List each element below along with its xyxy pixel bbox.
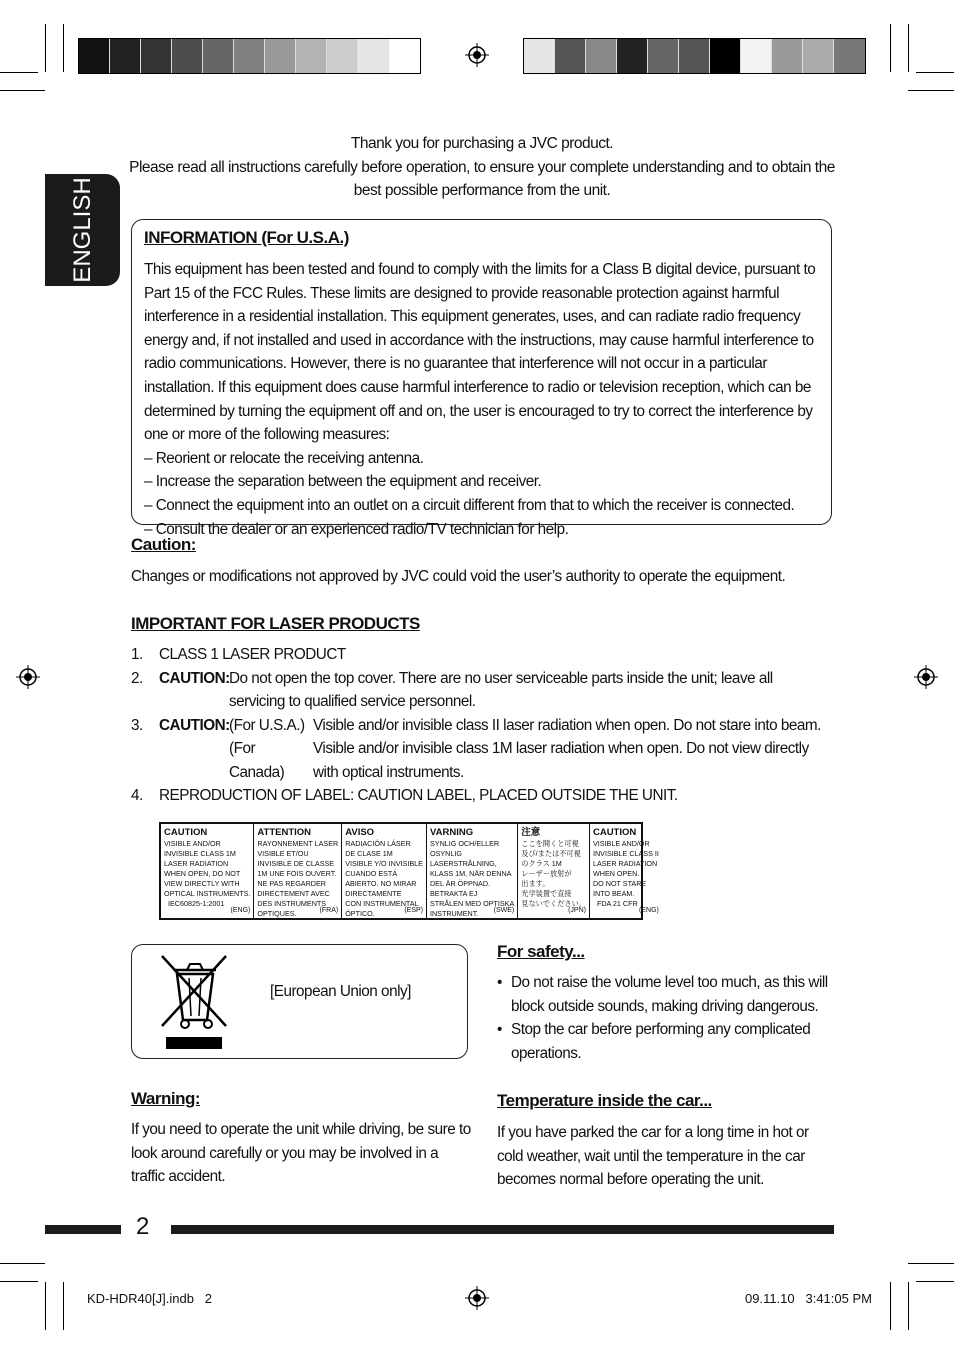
crop-mark [0, 1281, 38, 1282]
color-swatch [327, 39, 358, 73]
safety-heading: For safety... [497, 942, 585, 961]
color-calibration-bar-right [523, 38, 866, 74]
crop-mark [908, 1282, 909, 1330]
crop-mark [890, 1282, 891, 1330]
information-paragraph: This equipment has been tested and found to comply with the limits for a Class B digital device, pursuant to Part 15 of the FCC Rules. These limits are designed to provide reasonable protection against harmful interference in a residential installation. This equipment generates, uses, and can radiate radio frequency energy and, if not installed and used in accordance with the instructions, may cause harmful interference to radio communications. However, there is no guarantee that interference will not occur in a particular installation. If this equipment does cause harmful interference to radio or television reception, which can be determined by turning the equipment off and on, the user is encouraged to try to correct the interference by one or more of the following measures: [144, 261, 816, 444]
laser-list [131, 643, 831, 808]
measure-item: – Increase the separation between the equipment and receiver. [144, 473, 542, 491]
color-swatch [358, 39, 389, 73]
crop-mark [63, 1282, 64, 1330]
color-swatch [203, 39, 234, 73]
list-item [131, 784, 831, 808]
label-cell-text: SYNLIG OCH/ELLER OSYNLIG LASERSTRÅLNING, KLASS 1M, NÄR DENNA DEL ÄR ÖPPNAD. BETRAKTA EJ STRÅLEN MED OPTISKA INSTRUMENT. [429, 839, 515, 918]
label-cell-language: (SWE) [493, 907, 515, 914]
label-cell-heading: VARNING [429, 827, 474, 838]
list-number: 4. [131, 787, 143, 804]
temperature-heading: Temperature inside the car... [497, 1091, 712, 1110]
list-subitems [229, 714, 831, 785]
footer-datetime-text: 09.11.10 3:41:05 PM [745, 1291, 872, 1306]
intro [125, 132, 839, 203]
color-swatch [524, 39, 555, 73]
warning-heading: Warning: [131, 1089, 201, 1108]
label-cell-heading: CAUTION [592, 827, 637, 838]
label-cell-heading: CAUTION [164, 827, 208, 838]
crop-mark [916, 1281, 954, 1282]
label-cell-language: (ENG) [639, 907, 659, 914]
color-swatch [555, 39, 586, 73]
caution-label: CAUTION: [159, 716, 230, 734]
caution-label: CAUTION: [159, 669, 230, 687]
language-tab [45, 174, 120, 286]
color-swatch [710, 39, 741, 73]
sub-item-label: (For Canada) [229, 740, 285, 781]
crop-mark [45, 1282, 46, 1330]
list-text: CLASS 1 LASER PRODUCT [159, 646, 346, 663]
intro-line: Please read all instructions carefully before operation, to ensure your complete understanding and to obtain the best possible performance from the unit. [129, 158, 835, 199]
label-cell [161, 824, 254, 918]
label-cell-language: (FRA) [319, 907, 339, 914]
list-item [131, 667, 831, 714]
crop-mark [0, 72, 38, 73]
label-cell-language: (JPN) [568, 907, 586, 914]
registration-mark-icon [465, 43, 489, 67]
caution-heading: Caution: [131, 535, 196, 554]
color-swatch [741, 39, 772, 73]
information-body [144, 258, 828, 541]
footer-file [87, 1291, 212, 1306]
intro-line: Thank you for purchasing a JVC product. [350, 135, 614, 152]
color-swatch [389, 39, 420, 73]
label-cell-text: ここを開くと可視 及び/または不可視 のクラス 1M レーザー放射が 出ます。 光学装置で直接 見ないでください。 [521, 839, 586, 908]
list-text: REPRODUCTION OF LABEL: CAUTION LABEL, PLACED OUTSIDE THE UNIT. [159, 787, 678, 804]
list-number: 3. [131, 716, 143, 734]
label-cell-heading: 注意 [521, 827, 541, 838]
list-item [131, 643, 831, 667]
registration-mark-icon [465, 1286, 489, 1310]
caution-text: Changes or modifications not approved by JVC could void the user’s authority to operate the equipment. [131, 568, 786, 585]
crossed-out-bin-icon [160, 954, 230, 1052]
color-swatch [110, 39, 141, 73]
label-cell-text: RAYONNEMENT LASER VISIBLE ET/OU INVISIBLE DE CLASSE 1M UNE FOIS OUVERT. NE PAS REGARDER DIRECTEMENT AVEC DES INSTRUMENTS OPTIQUES. [257, 839, 339, 918]
warning-text: If you need to operate the unit while driving, be sure to look around carefully or you may be involved in a traffic accident. [131, 1121, 471, 1185]
safety-item: • Stop the car before performing any complicated operations. [497, 1018, 837, 1065]
label-cell-language: (ENG) [230, 907, 251, 914]
crop-mark [916, 72, 954, 73]
list-number: 2. [131, 669, 143, 687]
color-swatch [79, 39, 110, 73]
page-bar-left [45, 1225, 121, 1234]
registration-mark-icon [16, 665, 40, 689]
footer-file-text: KD-HDR40[J].indb 2 [87, 1291, 212, 1306]
color-swatch [265, 39, 296, 73]
laser-heading: IMPORTANT FOR LASER PRODUCTS [131, 614, 420, 633]
color-swatch [296, 39, 327, 73]
label-cell-text: VISIBLE AND/OR INVISIBLE CLASS 1M LASER RADIATION WHEN OPEN, DO NOT VIEW DIRECTLY WITH OPTICAL INSTRUMENTS. IEC60825-1:2001 [164, 839, 251, 908]
safety-list [497, 971, 837, 1065]
label-cell [342, 824, 427, 918]
measure-item: – Consult the dealer or an experienced radio/TV technician for help. [144, 520, 569, 538]
list-number: 1. [131, 646, 143, 663]
label-cell-text: VISIBLE AND/OR INVISIBLE CLASS II LASER RADIATION WHEN OPEN. DO NOT STARE INTO BEAM. FDA 21 CFR [592, 839, 659, 908]
color-calibration-bar-left [78, 38, 421, 74]
crop-mark [890, 24, 891, 72]
measure-item: – Connect the equipment into an outlet on a circuit different from that to which the receiver is connected. [144, 496, 795, 514]
crop-mark [908, 24, 909, 72]
label-cell-heading: AVISO [345, 827, 375, 838]
crop-mark [908, 1263, 954, 1264]
footer-datetime [745, 1291, 872, 1306]
label-cell-language: (ESP) [404, 907, 423, 914]
temperature-text: If you have parked the car for a long time in hot or cold weather, wait until the temperature in the car becomes normal before operating the unit. [497, 1124, 809, 1188]
label-cell-heading: ATTENTION [257, 827, 312, 838]
label-cell-text: RADIACIÓN LÁSER DE CLASE 1M VISIBLE Y/O INVISIBLE CUANDO ESTÁ ABIERTO. NO MIRAR DIRECTAMENTE CON INSTRUMENTAL ÓPTICO. [345, 839, 423, 918]
measure-item: – Reorient or relocate the receiving antenna. [144, 449, 424, 467]
sub-item-label: (For U.S.A.) [229, 716, 305, 734]
crop-mark [908, 90, 954, 91]
laser-caution-label [159, 822, 659, 920]
sub-item [229, 737, 831, 784]
color-swatch [586, 39, 617, 73]
page-number: 2 [136, 1213, 149, 1240]
color-swatch [141, 39, 172, 73]
color-swatch [617, 39, 648, 73]
sub-item-text: Visible and/or invisible class II laser radiation when open. Do not stare into beam. [313, 716, 821, 734]
sub-item-text: Visible and/or invisible class 1M laser radiation when open. Do not view directly with optical instruments. [313, 740, 809, 781]
crop-mark [45, 24, 46, 72]
crop-mark [0, 1263, 45, 1264]
color-swatch [803, 39, 834, 73]
crop-mark [63, 24, 64, 72]
list-item [131, 714, 831, 785]
sub-item [229, 714, 831, 738]
list-text: Do not open the top cover. There are no user serviceable parts inside the unit; leave all servicing to qualified service personnel. [229, 669, 773, 710]
label-cell [427, 824, 518, 918]
label-cell [254, 824, 342, 918]
eu-only-text: [European Union only] [270, 983, 411, 1000]
page-bar-right [171, 1225, 834, 1234]
color-swatch [834, 39, 865, 73]
registration-mark-icon [914, 665, 938, 689]
label-cell [590, 824, 662, 918]
information-title: INFORMATION (For U.S.A.) [144, 228, 349, 247]
safety-item: • Do not raise the volume level too much, as this will block outside sounds, making driving dangerous. [497, 971, 837, 1018]
crop-mark [0, 90, 45, 91]
color-swatch [172, 39, 203, 73]
label-cell [518, 824, 590, 918]
language-tab-label: ENGLISH [68, 177, 96, 283]
color-swatch [772, 39, 803, 73]
color-swatch [648, 39, 679, 73]
color-swatch [234, 39, 265, 73]
color-swatch [679, 39, 710, 73]
